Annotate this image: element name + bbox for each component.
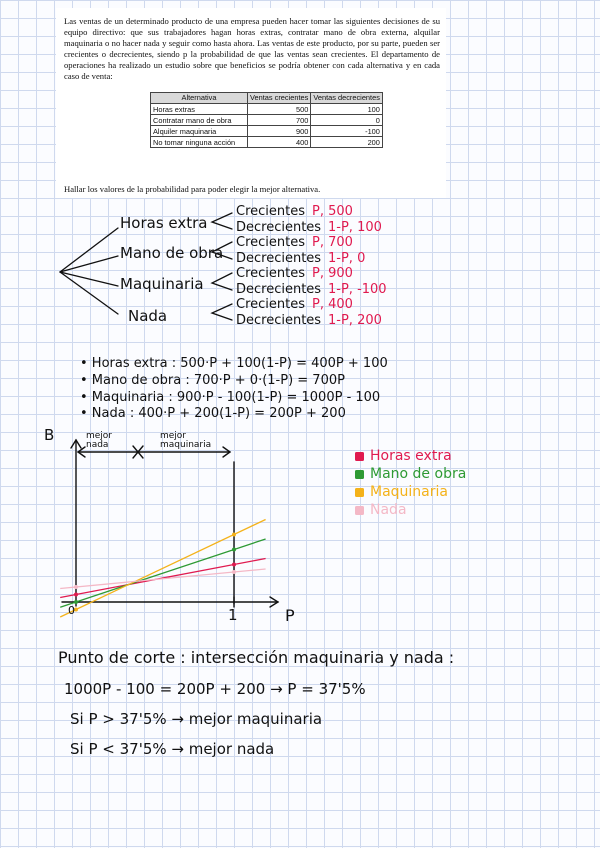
- outcome-prob-value: 1-P, 0: [328, 251, 366, 266]
- series-point: [232, 548, 236, 552]
- series-point: [232, 570, 236, 574]
- series-point: [232, 563, 236, 567]
- outcome-prob-value: P, 400: [312, 297, 353, 312]
- outcome-prob-value: 1-P, 100: [328, 220, 382, 235]
- region-label-mejor-nada: mejor nada: [86, 431, 113, 450]
- cell-alternativa: No tomar ninguna acción: [151, 137, 248, 148]
- conclusion-line-3: Si P > 37'5% → mejor maquinaria: [70, 710, 323, 728]
- outcome-crecientes: Crecientes: [236, 204, 305, 219]
- problem-statement: Las ventas de un determinado producto de una empresa pueden hacer tomar las siguientes decisiones de su equipo directivo: que sus trabajadores hagan horas extras, contratar mano de obra externa, alquilar maquinaria o no hacer nada y seguir como hasta ahora. Las ventas de este producto, por su parte, pueden ser crecientes o decrecientes, siendo p la probabilidad de que las ventas sean crecientes. El departamento de operaciones ha realizado un estudio sobre que beneficios se podría obtener con cada alternativa y en cada caso de venta:: [64, 16, 440, 81]
- cell-crecientes: 400: [248, 137, 311, 148]
- outcome-prob-value: P, 900: [312, 266, 353, 281]
- outcome-decrecientes: Decrecientes: [236, 282, 322, 297]
- conclusion-line-1: Punto de corte : intersección maquinaria y nada :: [58, 648, 455, 667]
- outcome-prob-value: P, 500: [312, 204, 353, 219]
- equation-maquinaria: • Maquinaria : 900·P - 100(1-P) = 1000P - 100: [80, 390, 381, 405]
- cell-decrecientes: -100: [311, 126, 383, 137]
- tree-node-horas-extra: Horas extra: [120, 214, 208, 232]
- legend-label: Horas extra: [370, 448, 452, 464]
- equation-horas-extra: • Horas extra : 500·P + 100(1-P) = 400P + 100: [80, 356, 388, 371]
- cell-decrecientes: 100: [311, 104, 383, 115]
- header-ventas-decrecientes: Ventas decrecientes: [311, 93, 383, 104]
- series-point: [232, 533, 236, 537]
- outcome-prob-value: 1-P, 200: [328, 313, 382, 328]
- legend-swatch: [355, 488, 364, 497]
- cell-alternativa: Horas extras: [151, 104, 248, 115]
- cell-alternativa: Alquiler maquinaria: [151, 126, 248, 137]
- x-tick-label-0: 0: [68, 604, 75, 617]
- header-alternativa: Alternativa: [151, 93, 248, 104]
- cell-decrecientes: 200: [311, 137, 383, 148]
- legend-swatch: [355, 452, 364, 461]
- outcome-decrecientes: Decrecientes: [236, 251, 322, 266]
- outcome-crecientes: Crecientes: [236, 297, 305, 312]
- question-text: Hallar los valores de la probabilidad para poder elegir la mejor alternativa.: [64, 184, 321, 194]
- outcome-crecientes: Crecientes: [236, 235, 305, 250]
- outcome-prob-value: 1-P, -100: [328, 282, 387, 297]
- tree-node-nada: Nada: [128, 307, 168, 325]
- series-point: [74, 585, 78, 589]
- legend-label: Maquinaria: [370, 484, 448, 500]
- tree-node-maquinaria: Maquinaria: [120, 275, 204, 293]
- legend-swatch: [355, 506, 364, 515]
- graph-y-label: B: [44, 426, 55, 444]
- legend-label: Mano de obra: [370, 466, 467, 482]
- legend-label: Nada: [370, 502, 407, 518]
- graph-x-label: P: [285, 606, 295, 625]
- outcome-crecientes: Crecientes: [236, 266, 305, 281]
- equation-nada: • Nada : 400·P + 200(1-P) = 200P + 200: [80, 406, 346, 421]
- tree-node-mano-obra: Mano de obra: [120, 244, 224, 262]
- legend-swatch: [355, 470, 364, 479]
- cell-alternativa: Contratar mano de obra: [151, 115, 248, 126]
- cell-crecientes: 500: [248, 104, 311, 115]
- x-tick-label-1: 1: [228, 606, 238, 624]
- cell-crecientes: 900: [248, 126, 311, 137]
- header-ventas-crecientes: Ventas crecientes: [248, 93, 311, 104]
- cell-decrecientes: 0: [311, 115, 383, 126]
- conclusion-line-2: 1000P - 100 = 200P + 200 → P = 37'5%: [64, 680, 366, 698]
- conclusion-line-4: Si P < 37'5% → mejor nada: [70, 740, 275, 758]
- cell-crecientes: 700: [248, 115, 311, 126]
- equation-mano-obra: • Mano de obra : 700·P + 0·(1-P) = 700P: [80, 373, 345, 388]
- region-label-mejor-maquinaria: mejor maquinaria: [160, 431, 212, 450]
- outcome-decrecientes: Decrecientes: [236, 313, 322, 328]
- outcome-prob-value: P, 700: [312, 235, 353, 250]
- series-point: [74, 593, 78, 597]
- outcome-decrecientes: Decrecientes: [236, 220, 322, 235]
